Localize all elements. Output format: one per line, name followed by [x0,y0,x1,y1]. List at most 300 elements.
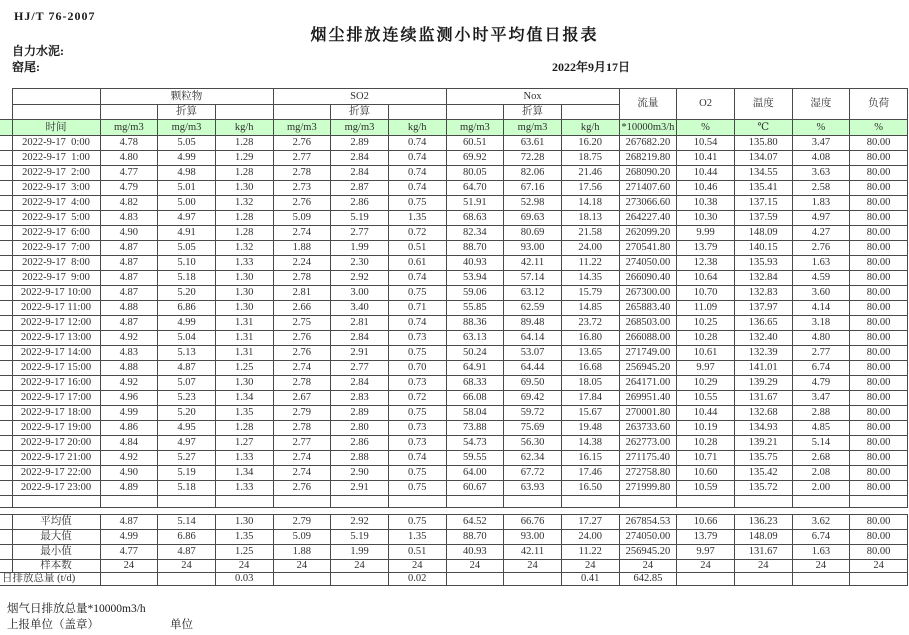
summary-value-cell: 9.97 [677,545,735,560]
value-cell: 69.63 [504,211,562,226]
value-cell: 256945.20 [619,361,677,376]
group-header-temperature: 温度 [734,89,792,120]
value-cell: 2.00 [792,481,850,496]
value-cell: 0.74 [388,451,446,466]
value-cell: 2.74 [273,451,331,466]
spacer-cell [734,508,792,515]
summary-value-cell: 6.74 [792,530,850,545]
value-cell: 80.00 [850,421,908,436]
value-cell: 10.70 [677,286,735,301]
value-cell: 135.41 [734,181,792,196]
value-cell: 80.00 [850,181,908,196]
table-row [0,481,908,496]
value-cell: 64.44 [504,361,562,376]
stub-cell [0,391,12,406]
value-cell: 5.05 [158,136,216,151]
table-row [0,286,908,301]
summary-value-cell [734,573,792,586]
value-cell: 2.74 [273,361,331,376]
empty-cell [561,496,619,508]
value-cell: 267682.20 [619,136,677,151]
summary-value-cell: 24 [331,560,389,573]
value-cell: 2.75 [273,316,331,331]
value-cell: 263733.60 [619,421,677,436]
empty-cell [273,496,331,508]
value-cell: 58.04 [446,406,504,421]
value-cell: 137.15 [734,196,792,211]
value-cell: 24.00 [561,241,619,256]
stub-cell [0,376,12,391]
value-cell: 5.09 [273,211,331,226]
stub-cell [0,466,12,481]
value-cell: 4.90 [100,466,158,481]
value-cell: 10.30 [677,211,735,226]
value-cell: 4.59 [792,271,850,286]
value-cell: 80.00 [850,466,908,481]
value-cell: 5.19 [331,211,389,226]
value-cell: 14.38 [561,436,619,451]
value-cell: 60.67 [446,481,504,496]
monitoring-point: 窑尾: [12,60,40,74]
table-row [0,211,908,226]
summary-value-cell: 17.27 [561,515,619,530]
stub-cell [0,451,12,466]
summary-value-cell: 2.79 [273,515,331,530]
summary-value-cell: 10.66 [677,515,735,530]
value-cell: 2.76 [792,241,850,256]
value-cell: 13.79 [677,241,735,256]
value-cell: 59.06 [446,286,504,301]
value-cell: 5.13 [158,346,216,361]
value-cell: 69.92 [446,151,504,166]
summary-value-cell: 4.87 [100,515,158,530]
value-cell: 4.87 [158,361,216,376]
value-cell: 66.08 [446,391,504,406]
value-cell: 10.44 [677,406,735,421]
table-row [0,451,908,466]
empty-header-cell [273,105,331,120]
value-cell: 16.15 [561,451,619,466]
value-cell: 0.74 [388,166,446,181]
value-cell: 2.81 [331,316,389,331]
stub-cell [0,481,12,496]
table-row [0,346,908,361]
summary-value-cell: 642.85 [619,573,677,586]
value-cell: 80.00 [850,451,908,466]
unit-header: mg/m3 [158,120,216,136]
value-cell: 5.18 [158,271,216,286]
value-cell: 62.59 [504,301,562,316]
value-cell: 2.89 [331,136,389,151]
value-cell: 3.40 [331,301,389,316]
value-cell: 141.01 [734,361,792,376]
time-cell: 2022-9-17 1:00 [12,151,100,166]
value-cell: 4.88 [100,301,158,316]
value-cell: 10.60 [677,466,735,481]
stub-cell [0,515,12,530]
value-cell: 80.00 [850,331,908,346]
value-cell: 72.28 [504,151,562,166]
value-cell: 50.24 [446,346,504,361]
value-cell: 80.00 [850,376,908,391]
group-header-so2: SO2 [273,89,446,105]
value-cell: 136.65 [734,316,792,331]
value-cell: 134.93 [734,421,792,436]
value-cell: 2.92 [331,271,389,286]
empty-header-cell [12,89,100,105]
value-cell: 10.55 [677,391,735,406]
value-cell: 3.60 [792,286,850,301]
value-cell: 67.72 [504,466,562,481]
stub-cell [0,89,12,105]
summary-value-cell: 1.30 [215,515,273,530]
value-cell: 14.85 [561,301,619,316]
unit-header: *10000m3/h [619,120,677,136]
value-cell: 1.28 [215,166,273,181]
value-cell: 5.23 [158,391,216,406]
group-header-row [0,89,908,105]
value-cell: 17.46 [561,466,619,481]
value-cell: 4.91 [158,226,216,241]
value-cell: 0.74 [388,181,446,196]
spacer-cell [273,508,331,515]
value-cell: 40.93 [446,256,504,271]
value-cell: 10.29 [677,376,735,391]
summary-value-cell [504,573,562,586]
value-cell: 63.13 [446,331,504,346]
value-cell: 1.33 [215,451,273,466]
value-cell: 64.14 [504,331,562,346]
stub-cell [0,256,12,271]
table-row [0,376,908,391]
value-cell: 51.91 [446,196,504,211]
value-cell: 10.59 [677,481,735,496]
value-cell: 1.30 [215,301,273,316]
value-cell: 63.93 [504,481,562,496]
value-cell: 3.47 [792,391,850,406]
stub-cell [0,136,12,151]
summary-value-cell [331,573,389,586]
value-cell: 80.00 [850,226,908,241]
value-cell: 1.31 [215,346,273,361]
summary-value-cell [677,573,735,586]
time-cell: 2022-9-17 8:00 [12,256,100,271]
value-cell: 2.81 [273,286,331,301]
value-cell: 68.63 [446,211,504,226]
time-cell: 2022-9-17 21:00 [12,451,100,466]
value-cell: 131.67 [734,391,792,406]
summary-row [0,530,908,545]
value-cell: 135.80 [734,136,792,151]
value-cell: 0.74 [388,151,446,166]
table-row [0,136,908,151]
value-cell: 10.28 [677,331,735,346]
value-cell: 2.84 [331,376,389,391]
value-cell: 17.84 [561,391,619,406]
value-cell: 10.38 [677,196,735,211]
summary-value-cell: 24 [677,560,735,573]
value-cell: 4.92 [100,331,158,346]
value-cell: 2.74 [273,466,331,481]
empty-header-cell [12,105,100,120]
value-cell: 0.73 [388,376,446,391]
value-cell: 73.88 [446,421,504,436]
empty-cell [388,496,446,508]
summary-value-cell: 40.93 [446,545,504,560]
value-cell: 0.75 [388,406,446,421]
value-cell: 2.86 [331,196,389,211]
value-cell: 2.87 [331,181,389,196]
empty-cell [446,496,504,508]
value-cell: 137.59 [734,211,792,226]
value-cell: 11.22 [561,256,619,271]
value-cell: 4.99 [100,406,158,421]
empty-header-cell [215,105,273,120]
value-cell: 2.67 [273,391,331,406]
empty-header-cell [388,105,446,120]
value-cell: 64.70 [446,181,504,196]
summary-value-cell: 1.35 [215,530,273,545]
value-cell: 14.18 [561,196,619,211]
value-cell: 1.35 [215,406,273,421]
value-cell: 2.89 [331,406,389,421]
value-cell: 266090.40 [619,271,677,286]
value-cell: 2.86 [331,436,389,451]
value-cell: 0.71 [388,301,446,316]
value-cell: 2.78 [273,421,331,436]
stub-cell [0,196,12,211]
value-cell: 271749.00 [619,346,677,361]
value-cell: 2.77 [331,361,389,376]
value-cell: 4.82 [100,196,158,211]
spacer-cell [446,508,504,515]
value-cell: 1.25 [215,361,273,376]
value-cell: 0.51 [388,241,446,256]
value-cell: 68.33 [446,376,504,391]
stub-cell [0,301,12,316]
value-cell: 135.42 [734,466,792,481]
value-cell: 4.96 [100,391,158,406]
summary-label: 最大值 [12,530,100,545]
value-cell: 137.97 [734,301,792,316]
value-cell: 80.05 [446,166,504,181]
summary-label: 平均值 [12,515,100,530]
value-cell: 21.46 [561,166,619,181]
value-cell: 270001.80 [619,406,677,421]
value-cell: 4.87 [100,256,158,271]
empty-cell [792,496,850,508]
value-cell: 2.84 [331,151,389,166]
value-cell: 11.09 [677,301,735,316]
empty-cell [850,496,908,508]
table-row [0,331,908,346]
value-cell: 9.99 [677,226,735,241]
value-cell: 42.11 [504,256,562,271]
time-cell: 2022-9-17 15:00 [12,361,100,376]
value-cell: 53.94 [446,271,504,286]
value-cell: 4.85 [792,421,850,436]
value-cell: 4.08 [792,151,850,166]
spacer-cell [158,508,216,515]
stub-cell [0,241,12,256]
summary-value-cell: 24 [388,560,446,573]
spacer-cell [388,508,446,515]
time-cell: 2022-9-17 12:00 [12,316,100,331]
stub-cell [0,346,12,361]
value-cell: 80.00 [850,481,908,496]
value-cell: 5.18 [158,481,216,496]
summary-value-cell: 80.00 [850,530,908,545]
value-cell: 2.77 [331,226,389,241]
value-cell: 1.99 [331,241,389,256]
value-cell: 80.00 [850,286,908,301]
value-cell: 4.95 [158,421,216,436]
value-cell: 1.33 [215,481,273,496]
empty-cell [504,496,562,508]
empty-row [0,496,908,508]
value-cell: 6.86 [158,301,216,316]
value-cell: 2.76 [273,481,331,496]
value-cell: 135.93 [734,256,792,271]
value-cell: 56.30 [504,436,562,451]
value-cell: 4.97 [158,211,216,226]
value-cell: 265883.40 [619,301,677,316]
value-cell: 80.00 [850,196,908,211]
value-cell: 0.74 [388,316,446,331]
group-header-particulate: 颗粒物 [100,89,273,105]
spacer-cell [619,508,677,515]
empty-cell [619,496,677,508]
empty-cell [12,496,100,508]
value-cell: 9.97 [677,361,735,376]
value-cell: 132.68 [734,406,792,421]
value-cell: 4.87 [100,241,158,256]
stub-cell [0,331,12,346]
value-cell: 2.84 [331,331,389,346]
value-cell: 0.73 [388,436,446,451]
value-cell: 62.34 [504,451,562,466]
time-cell: 2022-9-17 5:00 [12,211,100,226]
summary-value-cell: 3.62 [792,515,850,530]
value-cell: 4.90 [100,226,158,241]
value-cell: 2.84 [331,166,389,181]
summary-row [0,515,908,530]
value-cell: 2.78 [273,166,331,181]
empty-cell [215,496,273,508]
value-cell: 0.70 [388,361,446,376]
company-name: 自力水泥: [12,44,64,58]
value-cell: 18.05 [561,376,619,391]
summary-value-cell [850,573,908,586]
value-cell: 2.74 [273,226,331,241]
value-cell: 4.80 [792,331,850,346]
value-cell: 4.97 [792,211,850,226]
stub-cell [0,560,12,573]
value-cell: 2.78 [273,271,331,286]
value-cell: 80.69 [504,226,562,241]
value-cell: 2.77 [792,346,850,361]
value-cell: 89.48 [504,316,562,331]
value-cell: 4.99 [158,316,216,331]
summary-value-cell: 24 [273,560,331,573]
value-cell: 55.85 [446,301,504,316]
value-cell: 17.56 [561,181,619,196]
value-cell: 10.61 [677,346,735,361]
value-cell: 21.58 [561,226,619,241]
stub-cell [0,271,12,286]
summary-value-cell: 4.87 [158,545,216,560]
table-row [0,301,908,316]
spacer-row [0,508,908,515]
value-cell: 5.10 [158,256,216,271]
summary-value-cell: 136.23 [734,515,792,530]
value-cell: 270541.80 [619,241,677,256]
time-column-header: 时间 [12,120,100,136]
value-cell: 2.24 [273,256,331,271]
value-cell: 15.67 [561,406,619,421]
summary-value-cell: 148.09 [734,530,792,545]
value-cell: 59.55 [446,451,504,466]
value-cell: 2.66 [273,301,331,316]
value-cell: 0.75 [388,466,446,481]
value-cell: 0.61 [388,256,446,271]
value-cell: 80.00 [850,301,908,316]
time-cell: 2022-9-17 13:00 [12,331,100,346]
value-cell: 10.71 [677,451,735,466]
summary-value-cell: 5.09 [273,530,331,545]
value-cell: 4.14 [792,301,850,316]
table-row [0,166,908,181]
table-row [0,226,908,241]
value-cell: 4.87 [100,316,158,331]
summary-value-cell: 24 [850,560,908,573]
time-cell: 2022-9-17 3:00 [12,181,100,196]
value-cell: 1.30 [215,376,273,391]
stub-cell [0,151,12,166]
value-cell: 10.54 [677,136,735,151]
empty-cell [734,496,792,508]
value-cell: 5.07 [158,376,216,391]
stub-cell [0,166,12,181]
summary-value-cell: 2.92 [331,515,389,530]
value-cell: 1.29 [215,151,273,166]
spacer-cell [792,508,850,515]
empty-header-cell [561,105,619,120]
value-cell: 1.88 [273,241,331,256]
value-cell: 23.72 [561,316,619,331]
table-row [0,436,908,451]
spacer-cell [12,508,100,515]
value-cell: 80.00 [850,316,908,331]
value-cell: 1.33 [215,256,273,271]
value-cell: 57.14 [504,271,562,286]
value-cell: 135.72 [734,481,792,496]
table-row [0,361,908,376]
value-cell: 18.75 [561,151,619,166]
value-cell: 4.80 [100,151,158,166]
footer-report-unit: 上报单位（盖章） [7,619,99,631]
value-cell: 4.86 [100,421,158,436]
time-cell: 2022-9-17 9:00 [12,271,100,286]
stub-cell [0,211,12,226]
value-cell: 10.44 [677,166,735,181]
report-date: 2022年9月17日 [552,60,631,74]
value-cell: 5.20 [158,406,216,421]
summary-row [0,560,908,573]
value-cell: 2.76 [273,331,331,346]
summary-label: 最小值 [12,545,100,560]
value-cell: 80.00 [850,136,908,151]
